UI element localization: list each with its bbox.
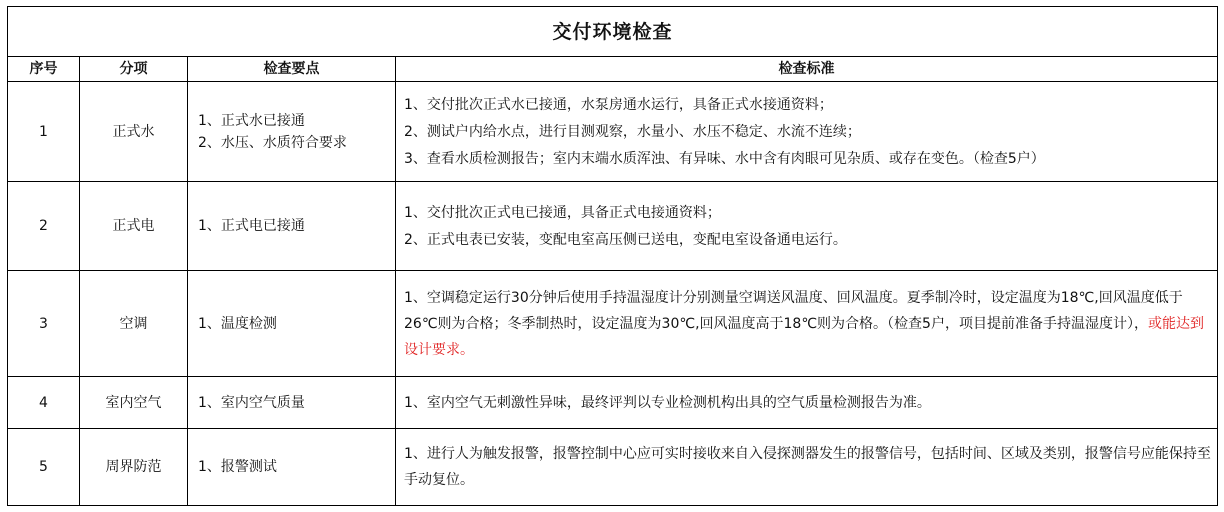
row-standard bbox=[396, 377, 1218, 429]
table-title: 交付环境检查 bbox=[8, 7, 1218, 57]
standard-item: 2、测试户内给水点，进行目测观察，水量小、水压不稳定、水流不连续； bbox=[404, 123, 861, 140]
row-category: 室内空气 bbox=[80, 377, 188, 429]
standard-item: 1、进行人为触发报警，报警控制中心应可实时接收来自入侵探测器发生的报警信号，包括时间、区域及类别，报警信号应能保持至手动复位。 bbox=[404, 446, 1211, 488]
row-number: 2 bbox=[8, 182, 80, 271]
row-points bbox=[188, 182, 396, 271]
table-row bbox=[8, 271, 1218, 377]
point-item: 1、室内空气质量 bbox=[198, 394, 305, 411]
row-points bbox=[188, 271, 396, 377]
row-category: 正式水 bbox=[80, 82, 188, 182]
header-no: 序号 bbox=[8, 57, 80, 82]
row-points bbox=[188, 429, 396, 506]
row-points bbox=[188, 82, 396, 182]
header-points: 检查要点 bbox=[188, 57, 396, 82]
point-item: 1、正式电已接通 bbox=[198, 218, 305, 234]
point-item: 1、报警测试 bbox=[198, 459, 277, 475]
standard-text: 1、空调稳定运行30分钟后使用手持温湿度计分别测量空调送风温度、回风温度。夏季制冷时，设定温度为18℃,回风温度低于26℃则为合格；冬季制热时，设定温度为30℃,回风温度高于18℃则为合格。（检查5户，项目提前准备手持温湿度计）， bbox=[404, 289, 1183, 332]
table-row bbox=[8, 82, 1218, 182]
inspection-table bbox=[7, 6, 1218, 506]
row-category: 空调 bbox=[80, 271, 188, 377]
header-category: 分项 bbox=[80, 57, 188, 82]
point-item: 2、水压、水质符合要求 bbox=[198, 134, 347, 151]
row-standard bbox=[396, 429, 1218, 506]
row-number: 3 bbox=[8, 271, 80, 377]
row-number: 5 bbox=[8, 429, 80, 506]
standard-item: 1、交付批次正式电已接通，具备正式电接通资料； bbox=[404, 204, 721, 221]
standard-highlight: 或能达到设计要求。 bbox=[404, 315, 1204, 358]
point-item: 1、温度检测 bbox=[198, 315, 277, 332]
row-number: 1 bbox=[8, 82, 80, 182]
standard-item: 1、交付批次正式水已接通，水泵房通水运行，具备正式水接通资料； bbox=[404, 96, 833, 113]
table-row bbox=[8, 182, 1218, 271]
row-standard bbox=[396, 271, 1218, 377]
standard-item: 1、室内空气无刺激性异味，最终评判以专业检测机构出具的空气质量检测报告为准。 bbox=[404, 394, 931, 411]
row-number: 4 bbox=[8, 377, 80, 429]
table-row bbox=[8, 429, 1218, 506]
row-standard bbox=[396, 82, 1218, 182]
header-row bbox=[8, 57, 1218, 82]
row-category: 正式电 bbox=[80, 182, 188, 271]
row-points bbox=[188, 377, 396, 429]
row-standard bbox=[396, 182, 1218, 271]
header-standard: 检查标准 bbox=[396, 57, 1218, 82]
point-item: 1、正式水已接通 bbox=[198, 112, 305, 129]
row-category: 周界防范 bbox=[80, 429, 188, 506]
standard-item: 3、查看水质检测报告；室内末端水质浑浊、有异味、水中含有肉眼可见杂质、或存在变色。（检查5户） bbox=[404, 150, 1045, 167]
standard-item: 2、正式电表已安装，变配电室高压侧已送电，变配电室设备通电运行。 bbox=[404, 231, 847, 248]
table-row bbox=[8, 377, 1218, 429]
